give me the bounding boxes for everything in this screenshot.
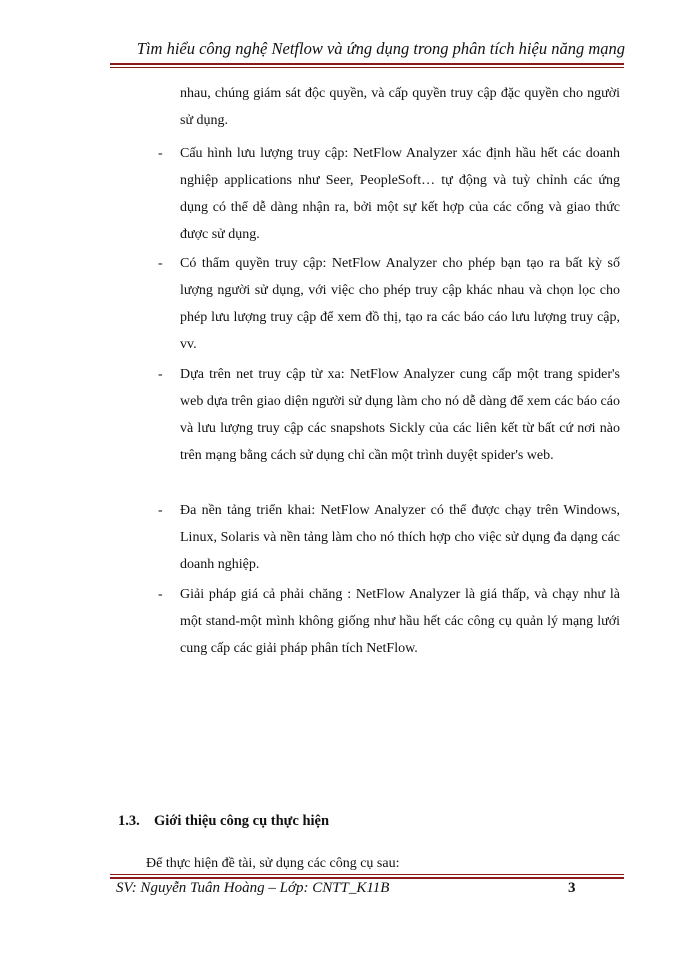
footer-rule-thick: [110, 877, 624, 879]
section-heading: [118, 813, 329, 830]
footer-rule-thin: [110, 874, 624, 875]
bullet-marker: -: [158, 367, 163, 382]
section-number: 1.3.: [118, 813, 140, 829]
bullet-access-authority: Có thẩm quyền truy cập: NetFlow Analyzer cho phép bạn tạo ra bất kỳ số lượng người sử dụng, với việc cho phép truy cập khác nhau và chọn lọc cho phép lưu lượng truy cập để xem đồ thị, tạo ra các báo cáo lưu lượng truy cập, vv.: [180, 256, 620, 352]
bullet-traffic-configuration: Cấu hình lưu lượng truy cập: NetFlow Analyzer xác định hầu hết các doanh nghiệp applications như Seer, PeopleSoft… tự động và tuỳ chỉnh các ứng dụng có thể dễ dàng nhận ra, bởi một sự kết hợp của các cổng và giao thức được sử dụng.: [180, 146, 620, 242]
bullet-marker: -: [158, 256, 163, 271]
bullet-affordable: Giải pháp giá cả phải chăng : NetFlow Analyzer là giá thấp, và chạy như là một stand-một mình không giống như hầu hết các công cụ quản lý mạng lưới cung cấp các giải pháp phân tích NetFlow.: [180, 587, 620, 656]
section-title: Giới thiệu công cụ thực hiện: [154, 813, 330, 829]
bullet-marker: -: [158, 503, 163, 518]
section-intro: Để thực hiện đề tài, sử dụng các công cụ sau:: [146, 856, 400, 871]
bullet-marker: -: [158, 146, 163, 161]
page-number: 3: [568, 880, 576, 896]
continuation-paragraph: nhau, chúng giám sát độc quyền, và cấp quyền truy cập đặc quyền cho người sử dụng.: [180, 86, 620, 128]
header-rule-thin: [110, 67, 624, 68]
footer-student-info: SV: Nguyễn Tuân Hoàng – Lớp: CNTT_K11B: [116, 880, 390, 896]
header-title: Tìm hiểu công nghệ Netflow và ứng dụng trong phân tích hiệu năng mạng: [136, 39, 625, 58]
bullet-marker: -: [158, 587, 163, 602]
bullet-cross-platform: Đa nền tảng triển khai: NetFlow Analyzer có thể được chạy trên Windows, Linux, Solaris và nền tảng làm cho nó thích hợp cho việc sử dụng đa dạng các doanh nghiệp.: [180, 503, 620, 572]
header-rule-thick: [110, 63, 624, 65]
bullet-remote-access: Dựa trên net truy cập từ xa: NetFlow Analyzer cung cấp một trang spider's web dựa trên giao diện người sử dụng làm cho nó dễ dàng để xem các báo cáo và lưu lượng truy cập các snapshots Sickly của các liên kết từ bất cứ nơi nào trên mạng bằng cách sử dụng chỉ cần một trình duyệt spider's web.: [180, 367, 620, 463]
